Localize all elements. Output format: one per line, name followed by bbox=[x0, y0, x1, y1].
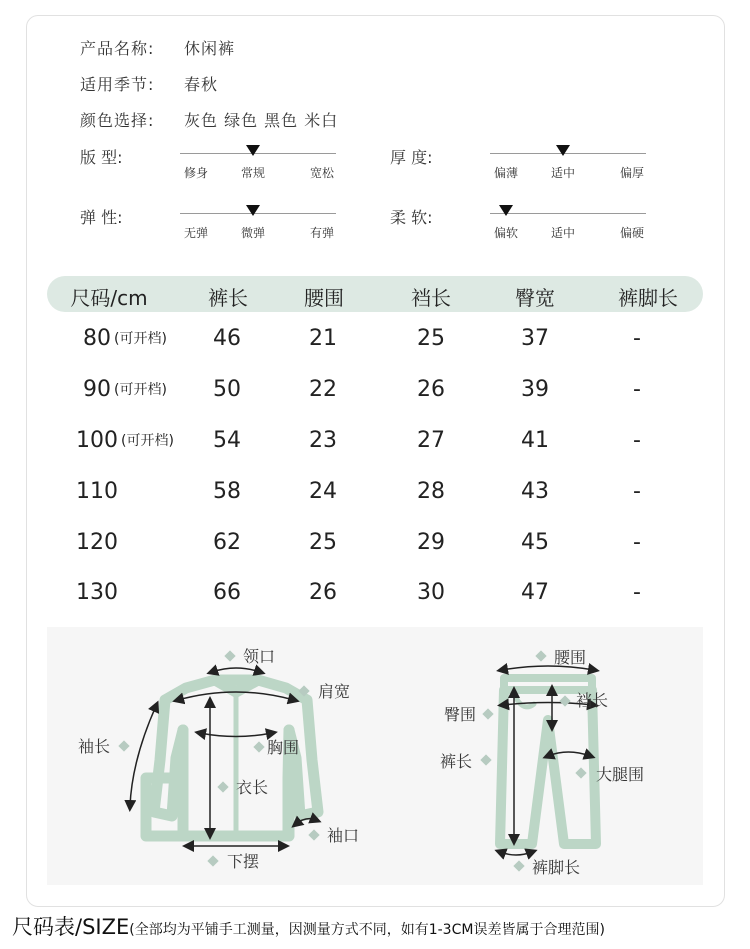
size-value: 100 bbox=[76, 428, 118, 453]
cell-rise: 27 bbox=[417, 428, 445, 453]
leg-opening-label: 裤脚长 bbox=[532, 858, 581, 877]
cell-hip: 47 bbox=[521, 580, 549, 605]
rise-label: 裆长 bbox=[576, 691, 609, 710]
chest-label: 胸围 bbox=[267, 738, 300, 757]
header-waist: 腰围 bbox=[304, 286, 344, 310]
elastic-tick-2: 有弹 bbox=[309, 226, 335, 240]
fit-tick-2: 宽松 bbox=[309, 166, 335, 180]
sleeve-length-label: 袖长 bbox=[78, 737, 111, 756]
cell-waist: 24 bbox=[309, 479, 337, 504]
size-value: 120 bbox=[76, 530, 118, 555]
cell-rise: 29 bbox=[417, 530, 445, 555]
cell-hip: 39 bbox=[521, 377, 549, 402]
cell-rise: 25 bbox=[417, 326, 445, 351]
waist-label: 腰围 bbox=[554, 648, 587, 667]
cell-leg-opening: - bbox=[633, 530, 641, 555]
leg-opening-marker bbox=[513, 860, 524, 871]
size-chart-footer bbox=[12, 911, 605, 941]
header-leg-opening: 裤脚长 bbox=[618, 286, 678, 310]
chest-marker bbox=[253, 741, 264, 752]
cell-leg-opening: - bbox=[633, 479, 641, 504]
size-value: 130 bbox=[76, 580, 118, 605]
size-value: 90 bbox=[83, 377, 111, 402]
cell-waist: 21 bbox=[309, 326, 337, 351]
size-value: 80 bbox=[83, 326, 111, 351]
top-garment-illustration bbox=[146, 680, 318, 836]
cell-rise: 28 bbox=[417, 479, 445, 504]
cell-pant-length: 62 bbox=[213, 530, 241, 555]
softness-tick-1: 适中 bbox=[550, 226, 576, 240]
fit-tick-1: 常规 bbox=[240, 166, 266, 180]
hip-label: 臀围 bbox=[444, 705, 477, 724]
cell-waist: 23 bbox=[309, 428, 337, 453]
body-length-label: 衣长 bbox=[236, 778, 269, 797]
size-note: (可开档) bbox=[121, 433, 174, 449]
fit-label: 版 型: bbox=[80, 148, 123, 167]
season-key: 适用季节: bbox=[80, 75, 155, 94]
waist-marker bbox=[535, 650, 546, 661]
cell-rise: 30 bbox=[417, 580, 445, 605]
collar-label: 领口 bbox=[243, 647, 276, 666]
product-name-value: 休闲裤 bbox=[184, 39, 236, 58]
cell-hip: 41 bbox=[521, 428, 549, 453]
footer-note: (全部均为平铺手工测量，因测量方式不同，如有1-3CM误差皆属于合理范围) bbox=[129, 922, 605, 938]
softness-label: 柔 软: bbox=[390, 208, 433, 227]
elastic-tick-0: 无弹 bbox=[183, 226, 209, 240]
cell-rise: 26 bbox=[417, 377, 445, 402]
elastic-label: 弹 性: bbox=[80, 208, 123, 227]
hem-marker bbox=[207, 855, 218, 866]
length-marker bbox=[217, 781, 228, 792]
thickness-tick-1: 适中 bbox=[550, 166, 576, 180]
thigh-label: 大腿围 bbox=[596, 765, 645, 784]
rise-marker bbox=[559, 695, 570, 706]
cell-waist: 26 bbox=[309, 580, 337, 605]
cell-leg-opening: - bbox=[633, 428, 641, 453]
cell-pant-length: 66 bbox=[213, 580, 241, 605]
shoulder-label: 肩宽 bbox=[318, 682, 351, 701]
hem-label: 下摆 bbox=[227, 852, 260, 871]
thigh-marker bbox=[575, 767, 586, 778]
header-rise: 裆长 bbox=[411, 286, 451, 310]
cell-leg-opening: - bbox=[633, 580, 641, 605]
color-value: 灰色 绿色 黑色 米白 bbox=[184, 111, 339, 130]
cell-pant-length: 50 bbox=[213, 377, 241, 402]
footer-title: 尺码表/SIZE bbox=[12, 915, 130, 939]
hip-marker bbox=[482, 708, 493, 719]
fit-tick-0: 修身 bbox=[183, 166, 209, 180]
header-pant-length: 裤长 bbox=[208, 286, 248, 310]
elastic-tick-1: 微弹 bbox=[240, 226, 266, 240]
cell-waist: 22 bbox=[309, 377, 337, 402]
header-hip: 臀宽 bbox=[515, 286, 555, 310]
pant-length-marker bbox=[480, 754, 491, 765]
cell-pant-length: 54 bbox=[213, 428, 241, 453]
thickness-tick-2: 偏厚 bbox=[619, 166, 645, 180]
cell-leg-opening: - bbox=[633, 326, 641, 351]
cell-pant-length: 58 bbox=[213, 479, 241, 504]
color-key: 颜色选择: bbox=[80, 111, 155, 130]
cell-hip: 37 bbox=[521, 326, 549, 351]
pant-length-label: 裤长 bbox=[440, 752, 473, 771]
cell-waist: 25 bbox=[309, 530, 337, 555]
size-note: (可开档) bbox=[114, 331, 167, 347]
cuff-marker bbox=[308, 829, 319, 840]
cell-pant-length: 46 bbox=[213, 326, 241, 351]
cuff-label: 袖口 bbox=[327, 826, 360, 845]
sleeve-marker bbox=[118, 740, 129, 751]
thickness-label: 厚 度: bbox=[390, 148, 433, 167]
softness-tick-0: 偏软 bbox=[493, 226, 519, 240]
season-value: 春秋 bbox=[184, 75, 219, 94]
header-size: 尺码/cm bbox=[70, 286, 148, 310]
collar-marker bbox=[224, 650, 235, 661]
cell-hip: 45 bbox=[521, 530, 549, 555]
product-name-key: 产品名称: bbox=[80, 39, 155, 58]
thickness-tick-0: 偏薄 bbox=[493, 166, 519, 180]
cell-hip: 43 bbox=[521, 479, 549, 504]
size-note: (可开档) bbox=[114, 382, 167, 398]
cell-leg-opening: - bbox=[633, 377, 641, 402]
size-value: 110 bbox=[76, 479, 118, 504]
softness-tick-2: 偏硬 bbox=[619, 226, 645, 240]
